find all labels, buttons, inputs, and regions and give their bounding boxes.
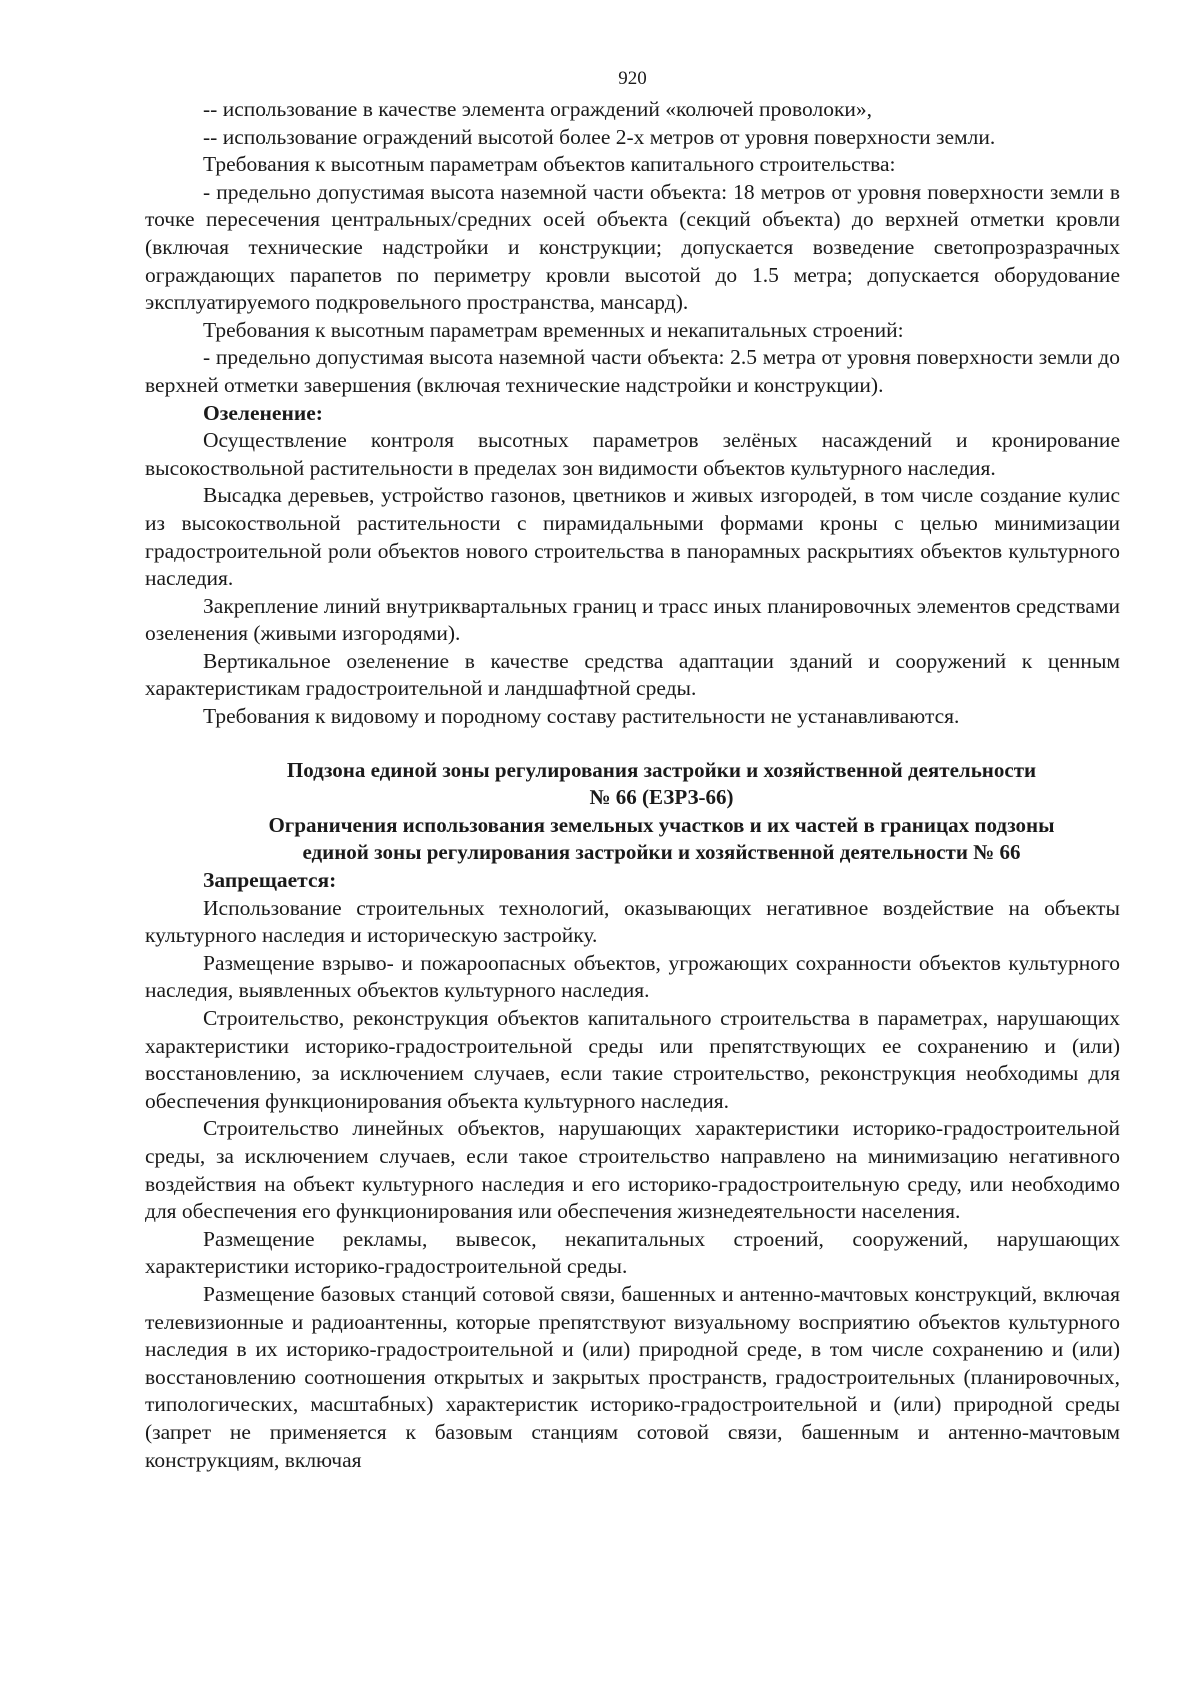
- document-page: [145, 66, 1120, 1474]
- prohibition-paragraph: Строительство, реконструкция объектов капитального строительства в параметрах, нарушающих характеристики историко-градостроительной среды или препятствующих ее сохранению и (или) восстановлению, за исключением случаев, если такие строительство, реконструкция необходимы для обеспечения функционирования объекта культурного наследия.: [145, 1006, 1120, 1113]
- prohibition-paragraph: Размещение рекламы, вывесок, некапитальных строений, сооружений, нарушающих характеристики историко-градостроительной среды.: [145, 1226, 1120, 1279]
- prohibition-paragraph: Использование строительных технологий, оказывающих негативное воздействие на объекты культурного наследия и историческую застройку.: [145, 895, 1120, 948]
- temporary-structures-heading: Требования к высотным параметрам временных и некапитальных строений:: [203, 317, 904, 342]
- height-requirements-heading: Требования к высотным параметрам объектов капитального строительства:: [203, 152, 896, 177]
- greening-paragraph: Закрепление линий внутриквартальных границ и трасс иных планировочных элементов средствами озеленения (живыми изгородями).: [145, 593, 1120, 646]
- prohibition-paragraph: Размещение базовых станций сотовой связи, башенных и антенно-мачтовых конструкций, включая телевизионные и радиоантенны, которые препятствуют визуальному восприятию объектов культурного наследия в их историко-градостроительной и (или) природной среде, в том числе сохранению и (или) восстановлению соотношения открытых и закрытых пространств, градостроительных (планировочных, типологических, масштабных) характеристик историко-градостроительной и (или) природной среды (запрет не применяется к базовым станциям сотовой связи, башенным и антенно-мачтовым конструкциям, включая: [145, 1281, 1120, 1472]
- prohibition-paragraph: Размещение взрыво- и пожароопасных объектов, угрожающих сохранности объектов культурного наследия, выявленных объектов культурного наследия.: [145, 950, 1120, 1003]
- section-spacer: [145, 731, 1120, 757]
- subzone-restrictions-line1: Ограничения использования земельных участков и их частей в границах подзоны: [268, 812, 1055, 837]
- greening-paragraph: Вертикальное озеленение в качестве средства адаптации зданий и сооружений к ценным характеристикам градостроительной и ландшафтной среды.: [145, 648, 1120, 701]
- subzone-restrictions-line2: единой зоны регулирования застройки и хозяйственной деятельности № 66: [302, 840, 1021, 865]
- greening-paragraph: Высадка деревьев, устройство газонов, цветников и живых изгородей, в том числе создание кулис из высокоствольной растительности с пирамидальными формами кроны с целью минимизации градостроительной роли объектов нового строительства в панорамных раскрытиях объектов культурного наследия.: [145, 483, 1120, 591]
- temporary-structures-text: - предельно допустимая высота наземной части объекта: 2.5 метра от уровня поверхности земли до верхней отметки завершения (включая технические надстройки и конструкции).: [145, 345, 1120, 397]
- prohibition-paragraph: Строительство линейных объектов, нарушающих характеристики историко-градостроительной среды, за исключением случаев, если такое строительство направлено на минимизацию негативного воздействия на объект культурного наследия и его историко-градостроительную среду, или необходимо для обеспечения его функционирования или обеспечения жизнедеятельности населения.: [145, 1116, 1120, 1224]
- page-number: 920: [618, 68, 647, 89]
- prohibited-heading: Запрещается:: [203, 868, 337, 893]
- greening-paragraph: Осуществление контроля высотных параметров зелёных насаждений и кронирование высокоствольной растительности в пределах зон видимости объектов культурного наследия.: [145, 428, 1120, 480]
- subzone-title-line2: № 66 (ЕЗРЗ-66): [589, 785, 734, 810]
- fence-restriction-height: -- использование ограждений высотой более 2-х метров от уровня поверхности земли.: [203, 124, 996, 149]
- height-requirements-text: - предельно допустимая высота наземной части объекта: 18 метров от уровня поверхности земли в точке пересечения центральных/средних осей объекта (секций объекта) до верхней отметки кровли (включая технические надстройки и конструкции; допускается возведение светопрозразрачных ограждающих парапетов по периметру кровли высотой до 1.5 метра; допускается оборудование эксплуатируемого подкровельного пространства, мансард).: [145, 179, 1120, 315]
- fence-restriction-barbed-wire: -- использование в качестве элемента ограждений «колючей проволоки»,: [203, 97, 873, 121]
- subzone-title-line1: Подзона единой зоны регулирования застройки и хозяйственной деятельности: [286, 757, 1037, 782]
- greening-heading: Озеленение:: [203, 400, 323, 425]
- greening-paragraph: Требования к видовому и породному составу растительности не устанавливаются.: [203, 704, 960, 729]
